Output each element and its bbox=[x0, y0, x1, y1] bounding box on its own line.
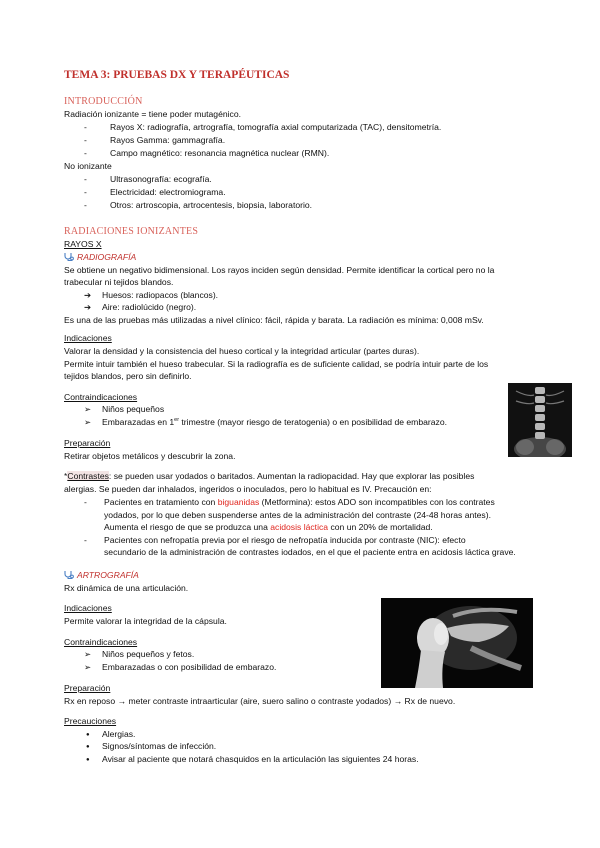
preparacion-heading: Preparación bbox=[64, 683, 111, 693]
indicaciones-heading: Indicaciones bbox=[64, 333, 112, 343]
contraindicaciones-heading: Contraindicaciones bbox=[64, 392, 138, 402]
list-item: ➢ Embarazadas en 1er trimestre (mayor riesgo de teratogenia) o en posibilidad de embarazo. bbox=[84, 417, 448, 427]
preparacion-heading: Preparación bbox=[64, 438, 111, 448]
indicaciones-text: Permite valorar la integridad de la cápsula. bbox=[64, 616, 227, 626]
radiografia-title: RADIOGRAFÍA bbox=[64, 252, 136, 262]
shoulder-arthrography-image bbox=[381, 598, 533, 688]
list-item: - Pacientes en tratamiento con biguanidas (Metformina): estos ADO son incompatibles con los contrates bbox=[84, 497, 495, 507]
list-item-cont: secundario de la administración de contrastes iodados, en el que el paciente entra en acidosis láctica grave. bbox=[104, 547, 516, 557]
list-item: - Otros: artroscopia, artrocentesis, biopsia, laboratorio. bbox=[84, 200, 313, 210]
shoulder-xray-drawing bbox=[381, 598, 533, 688]
spine-xray-image bbox=[508, 383, 572, 457]
subheading-rayos-x: RAYOS X bbox=[64, 239, 102, 249]
preparacion-text: Rx en reposo → meter contraste intraarticular (aire, suero salino o contraste yodados) → Rx de nuevo. bbox=[64, 696, 456, 706]
list-item: ➢ Niños pequeños bbox=[84, 404, 165, 414]
indicaciones-heading: Indicaciones bbox=[64, 603, 112, 613]
no-ionizante-label: No ionizante bbox=[64, 161, 112, 171]
list-item: - Ultrasonografía: ecografía. bbox=[84, 174, 212, 184]
section-heading-radiaciones: RADIACIONES IONIZANTES bbox=[64, 226, 199, 237]
list-item: ● Avisar al paciente que notará chasquidos en la articulación las siguientes 24 horas. bbox=[86, 754, 419, 764]
list-item-cont: Aumenta el riesgo de que se produzca una acidosis láctica con un 20% de mortalidad. bbox=[104, 522, 433, 532]
list-item: ➔ Aire: radiolúcido (negro). bbox=[84, 302, 197, 312]
list-item: ➢ Embarazadas o con posibilidad de embarazo. bbox=[84, 662, 277, 672]
list-item-cont: yodados, por lo que deben suspenderse antes de la administración del contraste (24-48 horas antes). bbox=[104, 510, 491, 520]
artrografia-desc: Rx dinámica de una articulación. bbox=[64, 583, 189, 593]
contrastes-text: *Contrastes: se pueden usar yodados o baritados. Aumentan la radiopacidad. Hay que explorar las posibles bbox=[64, 471, 475, 481]
radiografia-text: trabecular ni tejidos blandos. bbox=[64, 277, 174, 287]
list-item: - Pacientes con nefropatía previa por el riesgo de nefropatía inducida por contraste (NIC): efecto bbox=[84, 535, 466, 545]
contrastes-text: alergias. Se pueden dar inhalados, ingeridos o inoculados, pero lo habitual es IV. Precaución en: bbox=[64, 484, 432, 494]
list-item: ➢ Niños pequeños y fetos. bbox=[84, 649, 195, 659]
indicaciones-text: tejidos blandos, pero sin definirlo. bbox=[64, 371, 192, 381]
intro-line: Radiación ionizante = tiene poder mutagénico. bbox=[64, 109, 242, 119]
indicaciones-text: Valorar la densidad y la consistencia del hueso cortical y la integridad articular (partes duras). bbox=[64, 346, 420, 356]
indicaciones-text: Permite intuir también el hueso trabecular. Si la radiografía es de suficiente calidad, se podría intuir parte de los bbox=[64, 359, 489, 369]
stethoscope-icon bbox=[64, 252, 74, 261]
page-title: TEMA 3: PRUEBAS DX Y TERAPÉUTICAS bbox=[64, 69, 290, 81]
list-item: - Electricidad: electromiograma. bbox=[84, 187, 226, 197]
list-item: ● Alergias. bbox=[86, 729, 136, 739]
list-item: - Rayos X: radiografía, artrografía, tomografía axial computarizada (TAC), densitometría. bbox=[84, 122, 442, 132]
preparacion-text: Retirar objetos metálicos y descubrir la zona. bbox=[64, 451, 236, 461]
contraindicaciones-heading: Contraindicaciones bbox=[64, 637, 138, 647]
artrografia-title: ARTROGRAFÍA bbox=[64, 570, 139, 580]
list-item: - Campo magnético: resonancia magnética nuclear (RMN). bbox=[84, 148, 330, 158]
list-item: - Rayos Gamma: gammagrafía. bbox=[84, 135, 226, 145]
radiografia-text: Se obtiene un negativo bidimensional. Los rayos inciden según densidad. Permite identificar la cortical pero no la bbox=[64, 265, 495, 275]
list-item: ● Signos/síntomas de infección. bbox=[86, 741, 217, 751]
radiografia-text: Es una de las pruebas más utilizadas a nivel clínico: fácil, rápida y barata. La radiación es mínima: 0,008 mSv. bbox=[64, 315, 484, 325]
list-item: ➔ Huesos: radiopacos (blancos). bbox=[84, 290, 219, 300]
precauciones-heading: Precauciones bbox=[64, 716, 117, 726]
stethoscope-icon bbox=[64, 570, 74, 579]
spine-xray-drawing bbox=[508, 383, 572, 457]
section-heading-intro: INTRODUCCIÓN bbox=[64, 96, 143, 107]
